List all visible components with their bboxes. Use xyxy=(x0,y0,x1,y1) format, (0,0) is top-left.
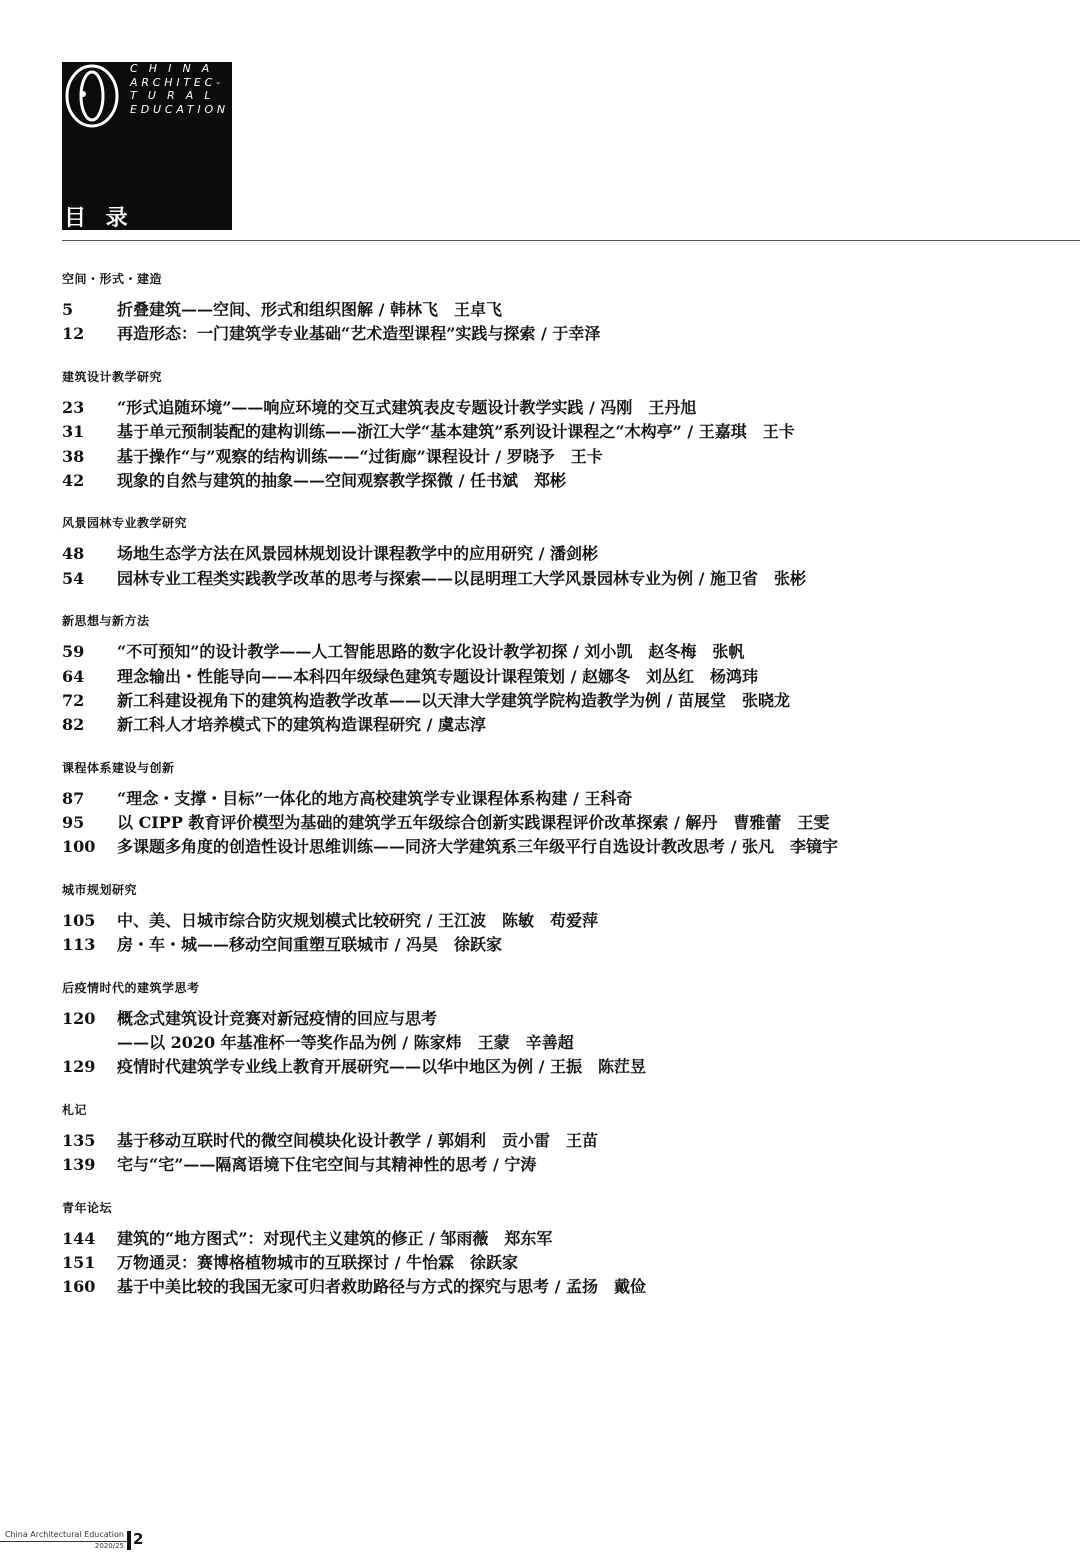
entry-page-number: 38 xyxy=(62,446,85,466)
entry-title: “形式追随环境”——响应环境的交互式建筑表皮专题设计教学实践 / 冯刚 王丹旭 xyxy=(117,397,697,417)
entry-title: 基于中美比较的我国无家可归者救助路径与方式的探究与思考 / 孟扬 戴俭 xyxy=(117,1277,646,1297)
toc-section xyxy=(62,1197,1062,1300)
toc-section xyxy=(62,977,1062,1080)
toc-entry xyxy=(62,909,1062,933)
entry-title: “不可预知”的设计教学——人工智能思路的数字化设计教学初探 / 刘小凯 赵冬梅 张帆 xyxy=(117,642,745,662)
section-title: 青年论坛 xyxy=(62,1200,113,1215)
toc-entry xyxy=(62,322,1062,346)
entry-title: 基于移动互联时代的微空间模块化设计教学 / 郭娟利 贡小雷 王苗 xyxy=(117,1130,598,1150)
entry-page-number: 129 xyxy=(62,1057,96,1077)
entry-page-number: 100 xyxy=(62,837,96,857)
entry-page-number: 12 xyxy=(62,324,85,344)
section-title: 城市规划研究 xyxy=(62,882,138,897)
entry-page-number: 23 xyxy=(62,397,85,417)
entry-page-number: 59 xyxy=(62,642,85,662)
entry-title: 房・车・城——移动空间重塑互联城市 / 冯昊 徐跃家 xyxy=(117,935,502,955)
journal-emblem-icon xyxy=(62,62,126,132)
footer-issue: 2020/25 xyxy=(94,1542,124,1550)
entry-title: 以 CIPP 教育评价模型为基础的建筑学五年级综合创新实践课程评价改革探索 / 解丹 曹雅蕾 王雯 xyxy=(117,813,830,833)
toc-entry xyxy=(62,689,1062,713)
toc-section xyxy=(62,610,1062,738)
section-title: 新思想与新方法 xyxy=(62,614,150,629)
toc-entry xyxy=(62,835,1062,859)
section-title: 课程体系建设与创新 xyxy=(62,760,175,775)
page-footer xyxy=(0,1529,160,1553)
entry-title: 园林专业工程类实践教学改革的思考与探索——以昆明理工大学风景园林专业为例 / 施卫省 张彬 xyxy=(117,568,806,588)
entry-title: 场地生态学方法在风景园林规划设计课程教学中的应用研究 / 潘剑彬 xyxy=(117,544,598,564)
toc-entry xyxy=(62,420,1062,444)
entry-page-number: 42 xyxy=(62,470,85,490)
entry-page-number: 139 xyxy=(62,1155,96,1175)
toc-entry xyxy=(62,396,1062,420)
logo-line: T U R A L xyxy=(130,89,215,102)
entry-title: 疫情时代建筑学专业线上教育开展研究——以华中地区为例 / 王振 陈茳昱 xyxy=(117,1057,646,1077)
toc-entry xyxy=(62,713,1062,737)
entry-page-number: 82 xyxy=(62,715,85,735)
header-divider xyxy=(62,240,1080,241)
logo-line: EDUCATION xyxy=(130,102,229,116)
entry-title: 再造形态：一门建筑学专业基础“艺术造型课程”实践与探索 / 于幸泽 xyxy=(117,324,601,344)
logo-line: ARCHITEC- xyxy=(130,75,224,89)
toc-entry-continuation xyxy=(62,1031,1062,1055)
toc-entry xyxy=(62,787,1062,811)
entry-title: 新工科建设视角下的建筑构造教学改革——以天津大学建筑学院构造教学为例 / 苗展堂 张晓龙 xyxy=(117,690,790,710)
entry-page-number: 135 xyxy=(62,1130,96,1150)
entry-title: 现象的自然与建筑的抽象——空间观察教学探微 / 任书斌 郑彬 xyxy=(117,470,566,490)
toc-entry xyxy=(62,665,1062,689)
entry-page-number: 105 xyxy=(62,910,96,930)
entry-page-number: 31 xyxy=(62,422,85,442)
entry-title: 概念式建筑设计竞赛对新冠疫情的回应与思考 xyxy=(117,1008,438,1028)
toc-entry xyxy=(62,1227,1062,1251)
section-title: 札记 xyxy=(62,1102,88,1117)
toc-entry xyxy=(62,567,1062,591)
entry-page-number: 95 xyxy=(62,813,85,833)
entry-page-number: 113 xyxy=(62,935,96,955)
toc-entry xyxy=(62,933,1062,957)
page-title: 目 录 xyxy=(64,206,134,231)
entry-title: 宅与“宅”——隔离语境下住宅空间与其精神性的思考 / 宁涛 xyxy=(117,1155,537,1175)
toc-entry xyxy=(62,1055,1062,1079)
entry-page-number: 5 xyxy=(62,300,74,319)
logo-line: C H I N A xyxy=(130,62,214,75)
toc-section xyxy=(62,879,1062,958)
entry-page-number: 72 xyxy=(62,690,85,710)
toc-entry xyxy=(62,445,1062,469)
entry-page-number: 48 xyxy=(62,544,85,564)
entry-page-number: 144 xyxy=(62,1228,96,1248)
section-title: 后疫情时代的建筑学思考 xyxy=(62,980,200,995)
footer-bar xyxy=(127,1531,131,1550)
table-of-contents xyxy=(62,268,1062,1319)
section-title: 空间・形式・建造 xyxy=(62,272,163,286)
toc-entry xyxy=(62,298,1062,322)
page-number: 2 xyxy=(133,1530,144,1548)
entry-title: 折叠建筑——空间、形式和组织图解 / 韩林飞 王卓飞 xyxy=(117,300,502,319)
toc-entry xyxy=(62,640,1062,664)
toc-section xyxy=(62,1099,1062,1178)
toc-entry xyxy=(62,1129,1062,1153)
journal-logo-block xyxy=(62,62,232,230)
journal-logo-text xyxy=(130,62,229,116)
toc-section xyxy=(62,512,1062,591)
toc-entry xyxy=(62,542,1062,566)
entry-page-number: 160 xyxy=(62,1277,96,1297)
toc-section xyxy=(62,268,1062,347)
toc-section xyxy=(62,757,1062,860)
entry-title: 中、美、日城市综合防灾规划模式比较研究 / 王江波 陈敏 苟爱萍 xyxy=(117,910,598,930)
entry-page-number: 151 xyxy=(62,1252,96,1272)
entry-title: “理念・支撑・目标”一体化的地方高校建筑学专业课程体系构建 / 王科奇 xyxy=(117,788,633,808)
entry-page-number: 87 xyxy=(62,788,85,808)
entry-title: 万物通灵：赛博格植物城市的互联探讨 / 牛怡霖 徐跃家 xyxy=(117,1252,518,1272)
toc-entry xyxy=(62,1251,1062,1275)
toc-section xyxy=(62,366,1062,494)
toc-entry xyxy=(62,1153,1062,1177)
section-title: 风景园林专业教学研究 xyxy=(62,516,188,531)
toc-entry xyxy=(62,469,1062,493)
entry-title: ——以 2020 年基准杯一等奖作品为例 / 陈家炜 王蒙 辛善超 xyxy=(117,1033,574,1053)
entry-page-number: 120 xyxy=(62,1008,96,1028)
toc-entry xyxy=(62,811,1062,835)
entry-title: 基于单元预制装配的建构训练——浙江大学“基本建筑”系列设计课程之“木构亭” / 王嘉琪 王卡 xyxy=(117,422,795,442)
footer-brand: China Architectural Education xyxy=(4,1530,124,1539)
section-title: 建筑设计教学研究 xyxy=(62,369,163,384)
toc-entry xyxy=(62,1007,1062,1031)
entry-page-number: 54 xyxy=(62,568,85,588)
entry-title: 基于操作“与”观察的结构训练——“过街廊”课程设计 / 罗晓予 王卡 xyxy=(117,446,603,466)
entry-title: 理念输出・性能导向——本科四年级绿色建筑专题设计课程策划 / 赵娜冬 刘丛红 杨鸿玮 xyxy=(117,666,758,686)
entry-title: 多课题多角度的创造性设计思维训练——同济大学建筑系三年级平行自选设计教改思考 / 张凡 李镜宇 xyxy=(117,837,838,857)
entry-page-number: 64 xyxy=(62,666,85,686)
entry-title: 新工科人才培养模式下的建筑构造课程研究 / 虞志淳 xyxy=(117,715,486,735)
entry-title: 建筑的“地方图式”：对现代主义建筑的修正 / 邹雨薇 郑东军 xyxy=(117,1228,553,1248)
toc-entry xyxy=(62,1275,1062,1299)
